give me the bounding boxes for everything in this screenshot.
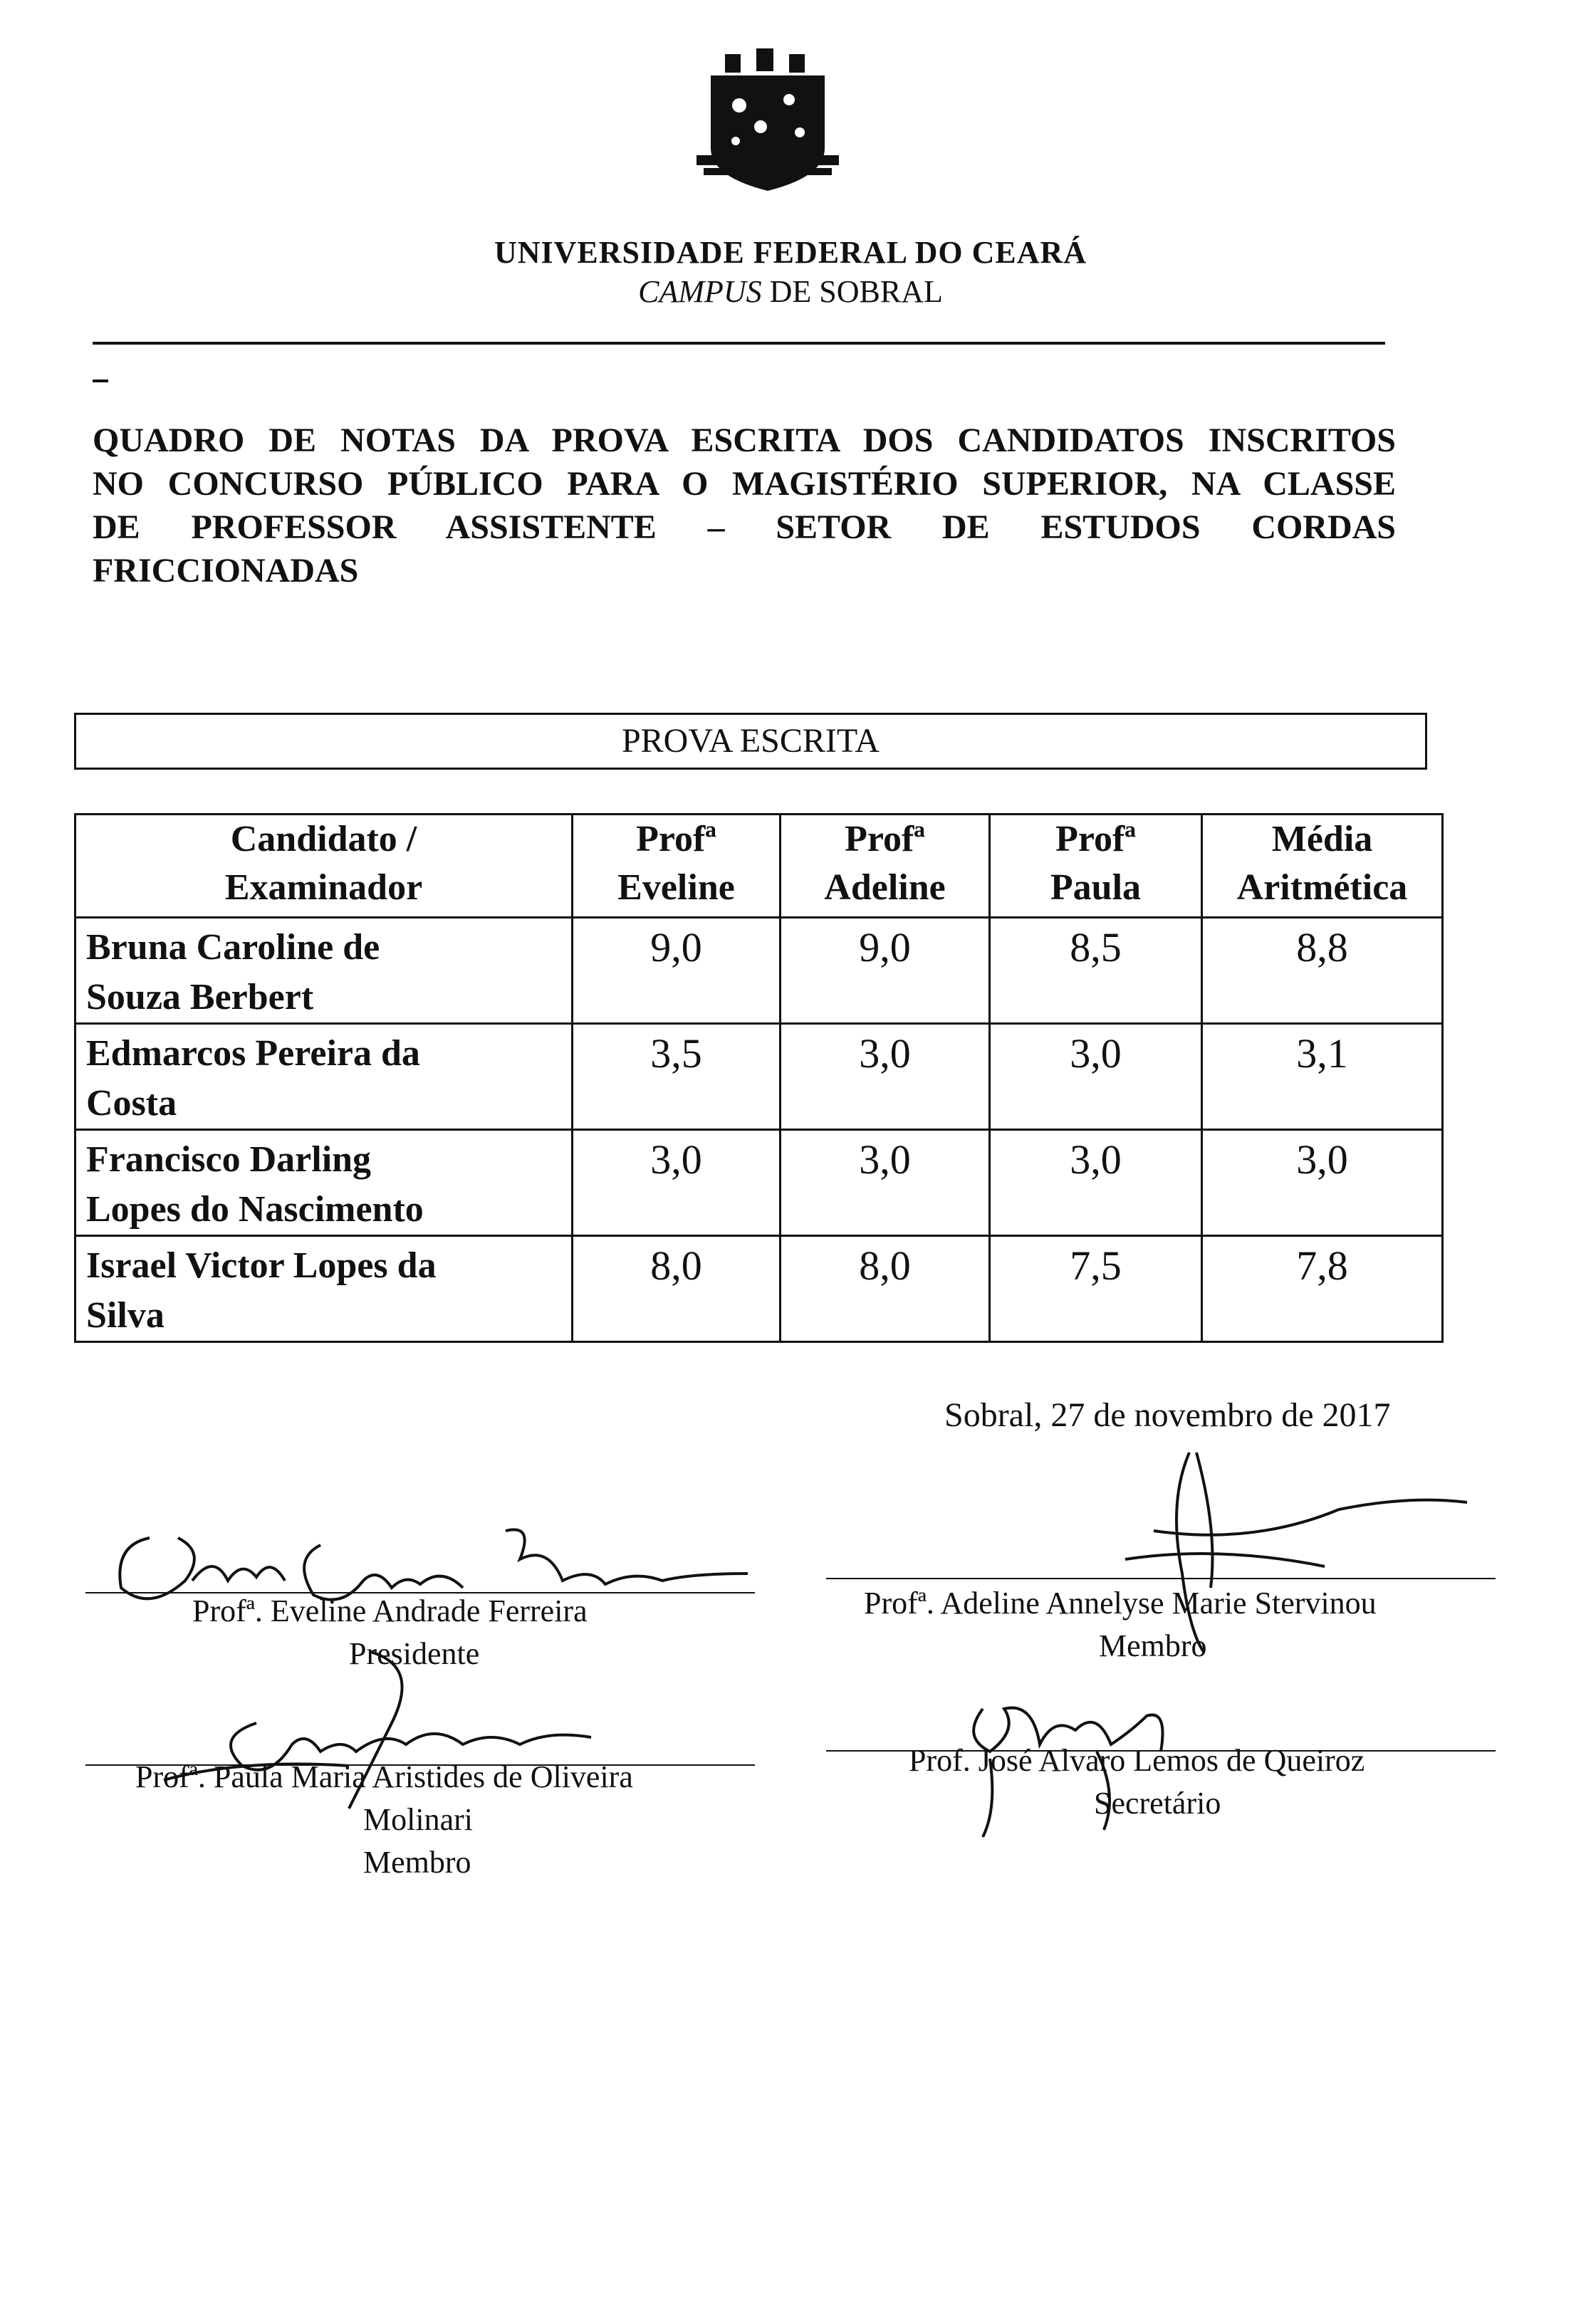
grade-eveline: 3,5 bbox=[573, 1024, 781, 1130]
table-row bbox=[75, 1024, 1443, 1130]
signer-role: Secretário bbox=[1094, 1786, 1221, 1821]
table-row bbox=[75, 1130, 1443, 1236]
university-crest-icon bbox=[682, 41, 853, 198]
grade-paula: 8,5 bbox=[990, 918, 1202, 1024]
grades-table bbox=[74, 813, 1444, 1343]
title-line-1: QUADRO DE NOTAS DA PROVA ESCRITA DOS CANDIDATOS INSCRITOS bbox=[93, 422, 1396, 459]
candidate-name: Edmarcos Pereira da Costa bbox=[75, 1024, 573, 1130]
col-header-candidate: Candidato / Examinador bbox=[75, 815, 573, 918]
col-header-adeline: Profª Adeline bbox=[781, 815, 990, 918]
table-header-row bbox=[75, 815, 1443, 918]
title-line-3: DE PROFESSOR ASSISTENTE – SETOR DE ESTUDOS CORDAS bbox=[93, 508, 1396, 546]
campus-location: DE SOBRAL bbox=[761, 274, 943, 309]
candidate-name: Francisco Darling Lopes do Nascimento bbox=[75, 1130, 573, 1236]
signer-role: Membro bbox=[1099, 1628, 1207, 1663]
signer-name: Profª. Eveline Andrade Ferreira bbox=[192, 1593, 588, 1628]
signer-role: Presidente bbox=[349, 1636, 480, 1671]
campus-name bbox=[0, 276, 1581, 308]
grade-eveline: 9,0 bbox=[573, 918, 781, 1024]
signature-block-adeline bbox=[864, 1582, 1491, 1668]
signer-role: Membro bbox=[363, 1845, 471, 1880]
date-line: Sobral, 27 de novembro de 2017 bbox=[944, 1396, 1391, 1434]
candidate-name: Bruna Caroline de Souza Berbert bbox=[75, 918, 573, 1024]
grade-average: 8,8 bbox=[1202, 918, 1443, 1024]
grade-average: 3,0 bbox=[1202, 1130, 1443, 1236]
signature-block-jose-alvaro bbox=[909, 1739, 1493, 1825]
grade-eveline: 8,0 bbox=[573, 1236, 781, 1342]
title-line-4: FRICCIONADAS bbox=[93, 552, 359, 590]
grade-average: 3,1 bbox=[1202, 1024, 1443, 1130]
document-title bbox=[93, 419, 1396, 592]
header-rule bbox=[93, 342, 1385, 345]
table-row bbox=[75, 1236, 1443, 1342]
signature-block-paula bbox=[135, 1756, 748, 1884]
section-label: PROVA ESCRITA bbox=[74, 713, 1427, 770]
grade-adeline: 3,0 bbox=[781, 1130, 990, 1236]
signer-name: Profª. Adeline Annelyse Marie Stervinou bbox=[864, 1586, 1377, 1621]
campus-word: CAMPUS bbox=[638, 274, 762, 309]
candidate-name: Israel Victor Lopes da Silva bbox=[75, 1236, 573, 1342]
header-dash bbox=[93, 380, 108, 382]
col-header-eveline: Profª Eveline bbox=[573, 815, 781, 918]
table-row bbox=[75, 918, 1443, 1024]
signature-line-adeline bbox=[826, 1578, 1496, 1579]
grade-paula: 7,5 bbox=[990, 1236, 1202, 1342]
grade-paula: 3,0 bbox=[990, 1130, 1202, 1236]
grade-eveline: 3,0 bbox=[573, 1130, 781, 1236]
col-header-paula: Profª Paula bbox=[990, 815, 1202, 918]
title-line-2: NO CONCURSO PÚBLICO PARA O MAGISTÉRIO SUPERIOR, NA CLASSE bbox=[93, 465, 1396, 503]
grade-adeline: 3,0 bbox=[781, 1024, 990, 1130]
signer-name: Profª. Paula Maria Aristides de Oliveira bbox=[135, 1759, 633, 1794]
grade-paula: 3,0 bbox=[990, 1024, 1202, 1130]
university-name: UNIVERSIDADE FEDERAL DO CEARÁ bbox=[494, 235, 1087, 270]
grade-adeline: 8,0 bbox=[781, 1236, 990, 1342]
signer-name-continued: Molinari bbox=[363, 1802, 473, 1837]
signer-name: Prof. José Alvaro Lemos de Queiroz bbox=[909, 1743, 1365, 1778]
grade-adeline: 9,0 bbox=[781, 918, 990, 1024]
grade-average: 7,8 bbox=[1202, 1236, 1443, 1342]
col-header-average: Média Aritmética bbox=[1202, 815, 1443, 918]
